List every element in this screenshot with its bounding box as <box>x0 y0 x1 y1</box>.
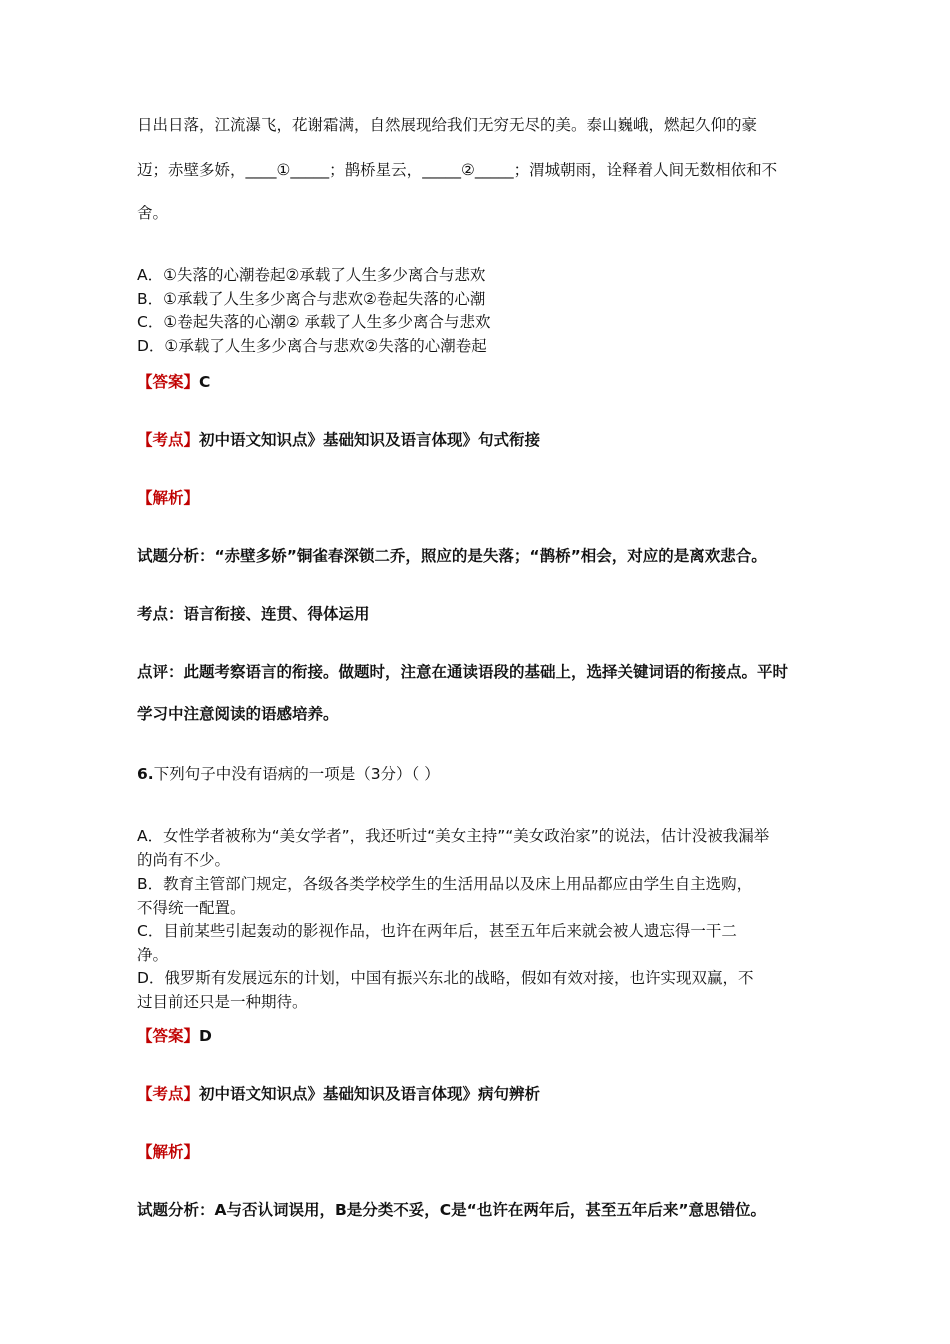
comment-line-1: 点评：此题考察语言的衔接。做题时，注意在通读语段的基础上，选择关键词语的衔接点。平时 <box>137 663 789 681</box>
answer-tag: 【答案】 <box>137 373 200 391</box>
answer-tag: 【答案】 <box>137 1027 200 1045</box>
option-c: C．①卷起失落的心潮② 承载了人生多少离合与悲欢 <box>137 313 491 331</box>
answer-line <box>137 372 210 392</box>
answer-value: C <box>199 373 211 391</box>
answer-value: D <box>199 1027 212 1045</box>
q6-option-b-line-2: 不得统一配置。 <box>137 899 246 917</box>
jiexi-tag: 【解析】 <box>137 1143 200 1161</box>
kaodian-tag: 【考点】 <box>137 1085 200 1103</box>
option-a: A．①失落的心潮卷起②承载了人生多少离合与悲欢 <box>137 266 486 284</box>
q6-kaodian-line <box>137 1084 540 1104</box>
analysis-line: 试题分析：“赤壁多娇”铜雀春深锁二乔，照应的是失落；“鹊桥”相会，对应的是离欢悲合。 <box>137 547 767 565</box>
jiexi-tag: 【解析】 <box>137 489 200 507</box>
blank-2: _____②_____ <box>422 161 514 179</box>
jiexi-line <box>137 488 199 508</box>
passage-line-1: 日出日落，江流瀑飞，花谢霜满，自然展现给我们无穷无尽的美。泰山巍峨，燃起久仰的豪 <box>137 116 758 134</box>
option-b: B．①承载了人生多少离合与悲欢②卷起失落的心潮 <box>137 290 486 308</box>
passage-line-2 <box>137 160 777 180</box>
question-text: 下列句子中没有语病的一项是（3分）（ ） <box>153 765 440 783</box>
blank-1: ____①_____ <box>245 161 330 179</box>
passage-line-3: 舍。 <box>137 204 169 222</box>
passage-segment: 迈；赤壁多娇， <box>137 161 246 179</box>
q6-option-a-line-1: A．女性学者被称为“美女学者”，我还听过“美女主持”“美女政治家”的说法，估计没被我漏举 <box>137 827 770 845</box>
q6-option-b-line-1: B．教育主管部门规定，各级各类学校学生的生活用品以及床上用品都应由学生自主选购， <box>137 875 753 893</box>
q6-analysis-line: 试题分析：A与否认词误用，B是分类不妥，C是“也许在两年后，甚至五年后来”意思错位。 <box>137 1201 767 1219</box>
kaodian-text: 初中语文知识点》基础知识及语言体现》病句辨析 <box>199 1085 541 1103</box>
q6-option-a-line-2: 的尚有不少。 <box>137 851 231 869</box>
passage-segment: ；渭城朝雨，诠释着人间无数相依和不 <box>513 161 778 179</box>
q6-jiexi-line <box>137 1142 199 1162</box>
option-d: D．①承载了人生多少离合与悲欢②失落的心潮卷起 <box>137 337 487 355</box>
q6-option-c-line-2: 净。 <box>137 946 169 964</box>
q6-option-d-line-1: D．俄罗斯有发展远东的计划，中国有振兴东北的战略，假如有效对接，也许实现双赢，不 <box>137 969 754 987</box>
kaodian-text: 初中语文知识点》基础知识及语言体现》句式衔接 <box>199 431 541 449</box>
q6-option-d-line-2: 过目前还只是一种期待。 <box>137 993 308 1011</box>
kaodian-tag: 【考点】 <box>137 431 200 449</box>
kaodian-line <box>137 430 540 450</box>
comment-line-2: 学习中注意阅读的语感培养。 <box>137 705 339 723</box>
point-line: 考点：语言衔接、连贯、得体运用 <box>137 605 370 623</box>
question-number: 6. <box>137 765 154 783</box>
question-6-stem <box>137 764 440 784</box>
q6-answer-line <box>137 1026 212 1046</box>
passage-segment: ；鹊桥星云， <box>329 161 423 179</box>
q6-option-c-line-1: C．目前某些引起轰动的影视作品，也许在两年后，甚至五年后来就会被人遗忘得一干二 <box>137 922 737 940</box>
